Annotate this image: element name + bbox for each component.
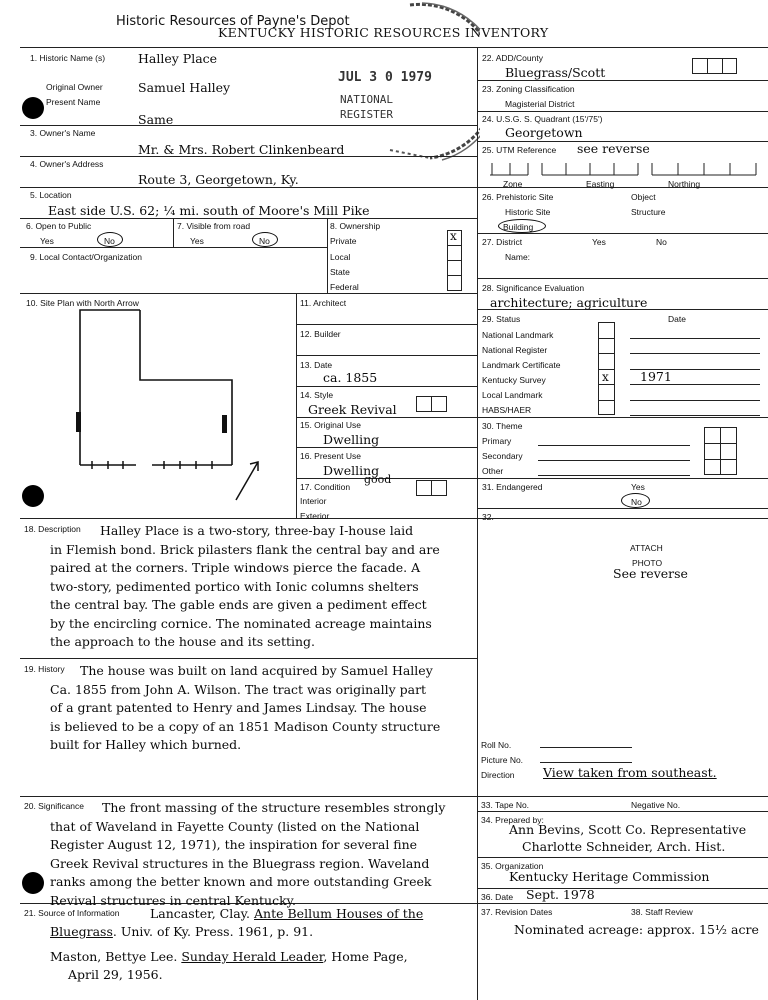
historic-name-label: 1. Historic Name (s) <box>30 53 106 63</box>
status-landmark-certificate: Landmark Certificate <box>482 360 561 370</box>
status-date-label: Date <box>668 314 686 324</box>
history-label: 19. History <box>24 664 65 674</box>
prep-date-value: Sept. 1978 <box>526 887 595 902</box>
district-no[interactable]: No <box>656 237 667 247</box>
status-kentucky-survey: Kentucky Survey <box>482 375 546 385</box>
significance-eval-label: 28. Significance Evaluation <box>482 283 585 293</box>
significance-eval-value: architecture; agriculture <box>490 295 648 310</box>
significance-label: 20. Significance <box>24 801 85 811</box>
ownership-state: State <box>330 267 350 277</box>
staff-review-label: 38. Staff Review <box>631 907 693 917</box>
status-label: 29. Status <box>482 314 521 324</box>
owners-name-value: Mr. & Mrs. Robert Clinkenbeard <box>138 142 345 157</box>
prepared-by-label: 34. Prepared by: <box>481 815 544 825</box>
source-2-line-1: Maston, Bettye Lee. Sunday Herald Leader, Home Page, <box>50 949 408 964</box>
quadrant-label: 24. U.S.G. S. Quadrant (15'/75') <box>482 114 603 124</box>
style-label: 14. Style <box>300 390 334 400</box>
description-text: Halley Place is a two-story, three-bay I-house laid in Flemish bond. Brick pilasters flank the central bay and are paired at the corners. Triple windows pierce the facade. A two-story, pedimented portico with Ionic columns shelters the central bay. The gable ends are given a pediment effect by the encircling cornice. The nominated acreage maintains the approach to the house and its setting. <box>50 523 440 649</box>
open-yes[interactable]: Yes <box>40 236 54 246</box>
date-label: 13. Date <box>300 360 333 370</box>
stamp-line2: REGISTER <box>340 108 393 121</box>
architect-label: 11. Architect <box>300 298 347 308</box>
theme-label: 30. Theme <box>482 421 523 431</box>
status-survey-mark: x <box>602 370 609 384</box>
utm-label: 25. UTM Reference <box>482 145 557 155</box>
site-plan-label: 10. Site Plan with North Arrow <box>26 298 139 308</box>
visible-no-circle-icon <box>252 232 278 247</box>
photo-label: 32. <box>482 512 494 522</box>
open-to-public-label: 6. Open to Public <box>26 221 92 231</box>
handwritten-title: Historic Resources of Payne's Depot <box>116 14 350 29</box>
district-name: Name: <box>505 252 531 262</box>
photo-see-reverse: See reverse <box>613 566 688 581</box>
endangered-label: 31. Endangered <box>482 482 543 492</box>
utm-northing: Northing <box>668 179 701 189</box>
utm-zone: Zone <box>503 179 523 189</box>
structure-label: Structure <box>631 207 666 217</box>
endangered-no[interactable]: No <box>631 497 642 507</box>
ownership-checkbox-state[interactable] <box>447 260 462 276</box>
building-label: Building <box>503 222 534 232</box>
punch-hole-2 <box>22 485 44 507</box>
endangered-no-circle-icon <box>621 493 650 508</box>
ownership-label: 8. Ownership <box>330 221 381 231</box>
revision-note: Nominated acreage: approx. 15½ acre <box>514 922 759 937</box>
prep-date-label: 36. Date <box>481 892 514 902</box>
ownership-federal: Federal <box>330 282 359 292</box>
source-1-line-1: Lancaster, Clay. Ante Bellum Houses of the <box>150 906 424 921</box>
photo-attach: ATTACH <box>630 543 663 553</box>
open-no-circle-icon <box>97 232 123 247</box>
ownership-checkbox-local[interactable] <box>447 245 462 261</box>
add-county-box[interactable] <box>692 58 737 74</box>
photo-photo: PHOTO <box>632 558 663 568</box>
status-national-register: National Register <box>482 345 548 355</box>
builder-label: 12. Builder <box>300 329 341 339</box>
zoning-value: Magisterial District <box>505 99 575 109</box>
owners-name-label: 3. Owner's Name <box>30 128 96 138</box>
condition-interior: Interior <box>300 496 327 506</box>
ownership-checkbox-federal[interactable] <box>447 275 462 291</box>
utm-value: see reverse <box>577 141 650 156</box>
condition-exterior: Exterior <box>300 511 330 521</box>
theme-secondary: Secondary <box>482 451 523 461</box>
quadrant-value: Georgetown <box>505 125 583 140</box>
date-value: ca. 1855 <box>323 370 378 385</box>
open-no[interactable]: No <box>104 236 115 246</box>
ownership-local: Local <box>330 252 351 262</box>
status-national-landmark: National Landmark <box>482 330 554 340</box>
source-1-line-2: Bluegrass. Univ. of Ky. Press. 1961, p. 91. <box>50 924 314 939</box>
significance-text: The front massing of the structure resembles strongly that of Waveland in Fayette County (listed on the National Register August 12, 1971), the inspiration for several fine Greek Revival structures in the Bluegrass region. Waveland ranks among the better known and more outstanding Greek Revival structures in central Kentucky. <box>50 800 446 908</box>
status-survey-date: 1971 <box>640 369 672 384</box>
history-text: The house was built on land acquired by Samuel Halley Ca. 1855 from John A. Wilson. The tract was originally part of a grant patented to Henry and James Lindsay. The house is believed to be a copy of an 1851 Madison County structure built for Halley which burned. <box>50 663 441 752</box>
visible-yes[interactable]: Yes <box>190 236 204 246</box>
condition-label: 17. Condition <box>300 482 351 492</box>
add-county-value: Bluegrass/Scott <box>505 65 606 80</box>
stamp-line1: NATIONAL <box>340 93 393 106</box>
original-owner-label: Original Owner <box>46 82 103 92</box>
location-label: 5. Location <box>30 190 72 200</box>
historic-site-label: Historic Site <box>505 207 551 217</box>
present-name-value: Same <box>138 112 174 127</box>
building-circle-icon <box>498 219 546 233</box>
site-plan-drawing <box>60 300 280 510</box>
organization-value: Kentucky Heritage Commission <box>509 869 710 884</box>
present-name-label: Present Name <box>46 97 101 107</box>
ownership-private: Private <box>330 236 357 246</box>
prepared-by-line-2: Charlotte Schneider, Arch. Hist. <box>522 839 726 854</box>
original-use-label: 15. Original Use <box>300 420 361 430</box>
zoning-label: 23. Zoning Classification <box>482 84 575 94</box>
register-stamp-icon <box>330 0 480 170</box>
owners-address-label: 4. Owner's Address <box>30 159 104 169</box>
negative-label: Negative No. <box>631 800 681 810</box>
punch-hole-1 <box>22 97 44 119</box>
add-county-label: 22. ADD/County <box>482 53 543 63</box>
theme-other: Other <box>482 466 504 476</box>
district-label: 27. District <box>482 237 523 247</box>
punch-hole-3 <box>22 872 44 894</box>
utm-grid <box>490 155 760 180</box>
picture-label: Picture No. <box>481 755 524 765</box>
description-label: 18. Description <box>24 524 81 534</box>
visible-from-road-label: 7. Visible from road <box>177 221 251 231</box>
district-yes[interactable]: Yes <box>592 237 606 247</box>
present-use-value: Dwelling <box>323 463 380 478</box>
location-value: East side U.S. 62; ¼ mi. south of Moore's Mill Pike <box>48 203 370 218</box>
style-value: Greek Revival <box>308 402 397 417</box>
theme-primary: Primary <box>482 436 512 446</box>
visible-no[interactable]: No <box>259 236 270 246</box>
direction-label: Direction <box>481 770 515 780</box>
status-local-landmark: Local Landmark <box>482 390 543 400</box>
condition-value: good <box>364 473 392 486</box>
organization-label: 35. Organization <box>481 861 544 871</box>
prepared-by-line-1: Ann Bevins, Scott Co. Representative <box>509 822 747 837</box>
object-label: Object <box>631 192 656 202</box>
sources-label: 21. Source of Information <box>24 908 120 918</box>
stamp-date: JUL 3 0 1979 <box>338 70 432 85</box>
direction-value: View taken from southeast. <box>543 765 717 780</box>
ownership-private-mark: x <box>450 229 457 243</box>
present-use-label: 16. Present Use <box>300 451 361 461</box>
owners-address-value: Route 3, Georgetown, Ky. <box>138 172 299 187</box>
original-use-value: Dwelling <box>323 432 380 447</box>
utm-easting: Easting <box>586 179 615 189</box>
prehistoric-label: 26. Prehistoric Site <box>482 192 554 202</box>
form-title: KENTUCKY HISTORIC RESOURCES INVENTORY <box>218 25 549 40</box>
tape-label: 33. Tape No. <box>481 800 530 810</box>
status-habs-haer: HABS/HAER <box>482 405 532 415</box>
original-owner-value: Samuel Halley <box>138 80 231 95</box>
roll-label: Roll No. <box>481 740 512 750</box>
historic-name-value: Halley Place <box>138 51 218 66</box>
source-2-line-2: April 29, 1956. <box>68 967 163 982</box>
local-contact-label: 9. Local Contact/Organization <box>30 252 142 262</box>
revision-label: 37. Revision Dates <box>481 907 553 917</box>
endangered-yes[interactable]: Yes <box>631 482 645 492</box>
